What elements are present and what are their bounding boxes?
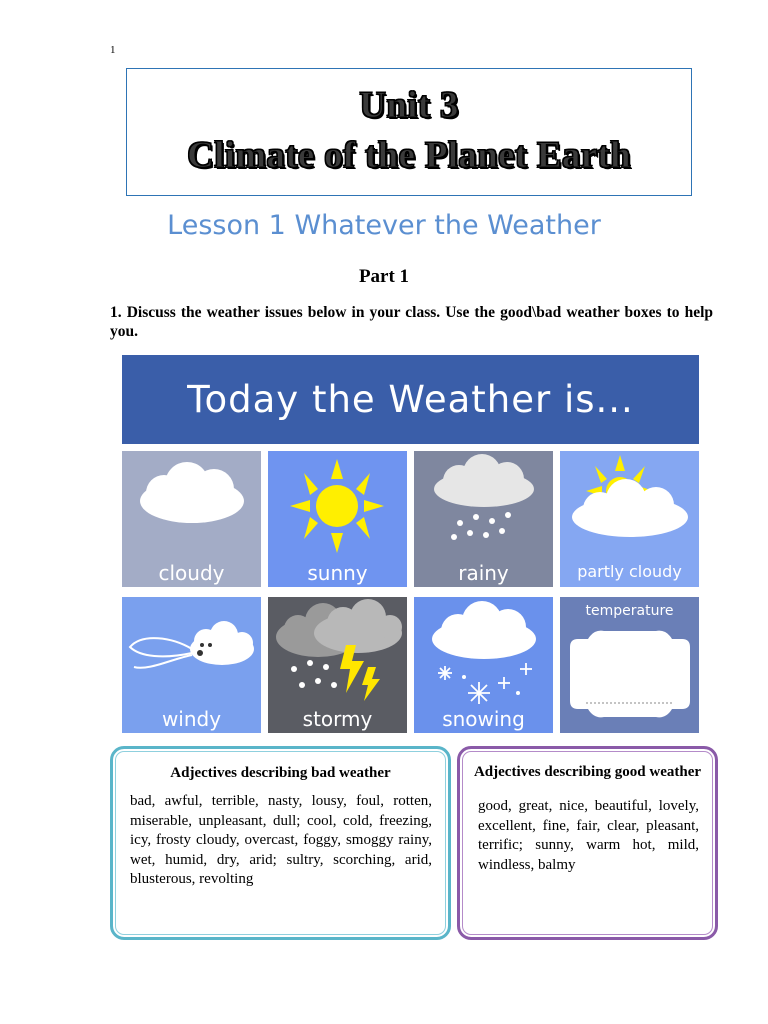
tile-label: stormy	[302, 707, 373, 731]
tile-windy	[122, 597, 261, 733]
unit-title: Climate of the Planet Earth	[187, 135, 631, 176]
lesson-title: Lesson 1 Whatever the Weather	[167, 210, 601, 241]
unit-title-box	[126, 68, 692, 196]
part-title: Part 1	[358, 266, 410, 287]
good-weather-heading: Adjectives describing good weather	[473, 764, 702, 780]
weather-banner: Today the Weather is...	[122, 355, 699, 444]
tile-label: sunny	[307, 561, 368, 585]
tile-label: snowing	[442, 707, 525, 731]
tile-partly-cloudy	[560, 451, 699, 587]
tile-temperature	[560, 597, 699, 733]
good-weather-box	[457, 746, 718, 940]
tile-cloudy	[122, 451, 261, 587]
weather-panel	[122, 355, 699, 733]
tile-rainy	[414, 451, 553, 587]
bad-weather-adjectives: bad, awful, terrible, nasty, lousy, foul, rotten, miserable, unpleasant, dull; cool, cold, freezing, icy, frosty cloudy, overcast, foggy, smoggy rainy, wet, humid, dry, arid; sultry, scorching, arid, blusterous, revolting	[130, 793, 432, 887]
tile-snowing	[414, 597, 553, 733]
tile-label: cloudy	[158, 561, 225, 585]
instruction-text: 1. Discuss the weather issues below in your class. Use the good\bad weather boxes to help you.	[110, 304, 713, 340]
unit-number: Unit 3	[359, 85, 459, 126]
page-number: 1	[110, 44, 116, 56]
tile-label: rainy	[458, 561, 509, 585]
bad-weather-box	[110, 746, 451, 940]
good-weather-adjectives: good, great, nice, beautiful, lovely, excellent, fine, fair, clear, pleasant, terrific; sunny, warm hot, mild, windless, balmy	[478, 798, 699, 873]
tile-label: partly cloudy	[577, 562, 682, 581]
tile-label: temperature	[585, 603, 674, 619]
temperature-frame-icon	[560, 597, 699, 733]
tile-stormy	[268, 597, 407, 733]
bad-weather-heading: Adjectives describing bad weather	[170, 765, 391, 781]
tile-sunny	[268, 451, 407, 587]
tile-label: windy	[161, 707, 222, 731]
